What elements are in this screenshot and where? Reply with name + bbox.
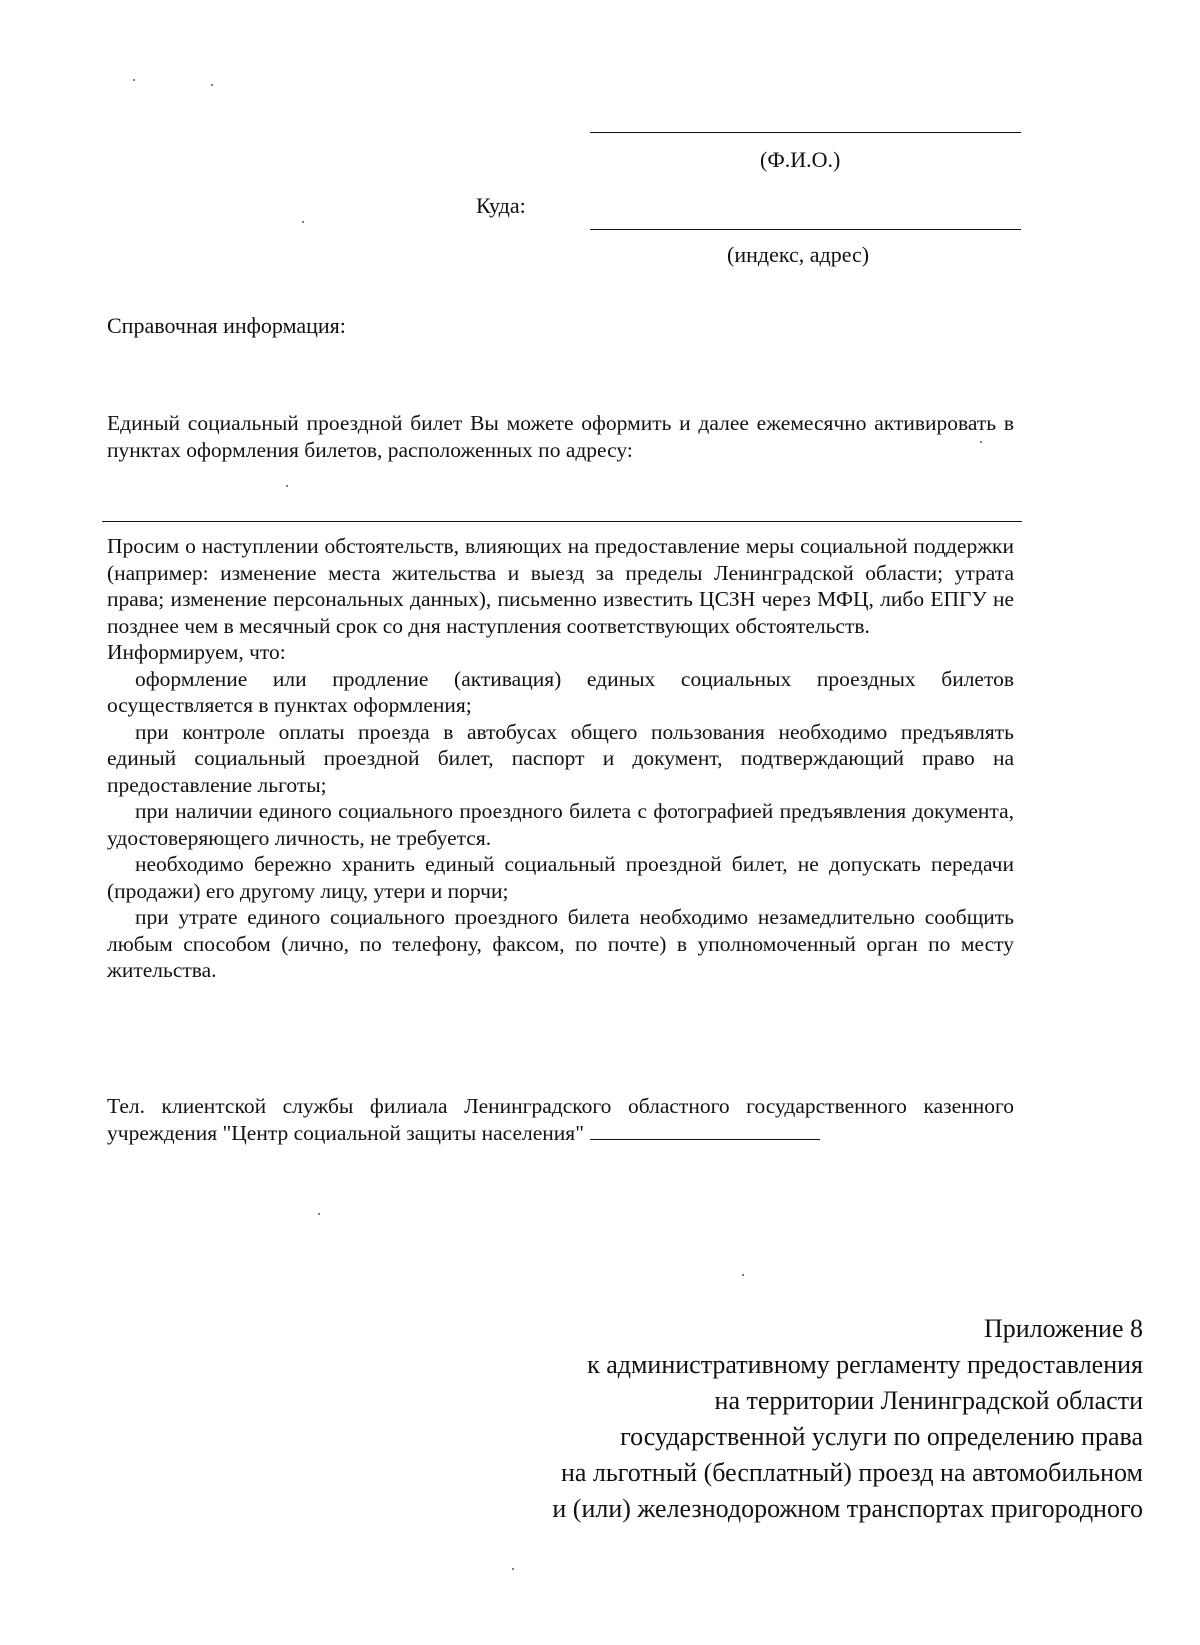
section-separator — [102, 521, 1022, 522]
inform-heading: Информируем, что: — [107, 640, 286, 664]
notice-block — [107, 533, 1014, 984]
phone-blank-line — [590, 1121, 820, 1140]
ticket-paragraph — [107, 410, 1014, 463]
scan-speck — [133, 79, 135, 81]
contact-line — [107, 1093, 1014, 1146]
scan-speck — [286, 485, 288, 487]
address-caption: (индекс, адрес) — [727, 242, 870, 267]
appendix-line: на территории Ленинградской области — [714, 1386, 1143, 1415]
phone-text: Тел. клиентской службы филиала Ленинградского областного государственного казенного учреждения "Центр социальной защиты населения" — [107, 1094, 1014, 1145]
inform-item: оформление или продление (активация) единых социальных проездных билетов осуществляется в пунктах оформления; — [107, 666, 1014, 717]
ticket-text: Единый социальный проездной билет Вы можете оформить и далее ежемесячно активировать в пунктах оформления билетов, расположенных по адресу: — [107, 411, 1014, 462]
inform-item: при контроле оплаты проезда в автобусах общего пользования необходимо предъявлять единый социальный проездной билет, паспорт и документ, подтверждающий право на предоставление льготы; — [107, 719, 1014, 797]
to-label: Куда: — [476, 193, 526, 218]
appendix-line: к административному регламенту предоставления — [587, 1350, 1143, 1379]
contact-paragraph — [107, 1093, 1014, 1146]
scan-speck — [211, 84, 213, 86]
inform-item: необходимо бережно хранить единый социальный проездной билет, не допускать передачи (продажи) его другому лицу, утери и порчи; — [107, 852, 1014, 903]
scan-speck — [980, 441, 982, 443]
address-blank-line — [590, 229, 1021, 230]
request-paragraph: Просим о наступлении обстоятельств, влияющих на предоставление меры социальной поддержки (например: изменение места жительства и выезд за пределы Ленинградской области; утрата права; изменение персональных данных), письменно известить ЦСЗН через МФЦ, либо ЕПГУ не позднее чем в месячный срок со дня наступления соответствующих обстоятельств. — [107, 534, 1014, 638]
fio-blank-line — [590, 132, 1021, 133]
inform-item: при наличии единого социального проездного билета с фотографией предъявления документа, удостоверяющего личность, не требуется. — [107, 799, 1014, 850]
appendix-line: и (или) железнодорожном транспортах пригородного — [552, 1494, 1143, 1523]
appendix-title: Приложение 8 — [983, 1314, 1143, 1343]
appendix-line: на льготный (бесплатный) проезд на автомобильном — [560, 1458, 1143, 1487]
scan-speck — [512, 1568, 514, 1570]
scan-speck — [302, 221, 304, 223]
appendix-block — [552, 1311, 1143, 1527]
inform-item: при утрате единого социального проездного билета необходимо незамедлительно сообщить любым способом (лично, по телефону, факсом, по почте) в уполномоченный орган по месту жительства. — [107, 905, 1014, 982]
scan-speck — [742, 1274, 744, 1276]
fio-caption: (Ф.И.О.) — [760, 147, 841, 172]
reference-heading: Справочная информация: — [107, 313, 346, 338]
scan-speck — [318, 1213, 320, 1215]
appendix-line: государственной услуги по определению права — [620, 1422, 1143, 1451]
